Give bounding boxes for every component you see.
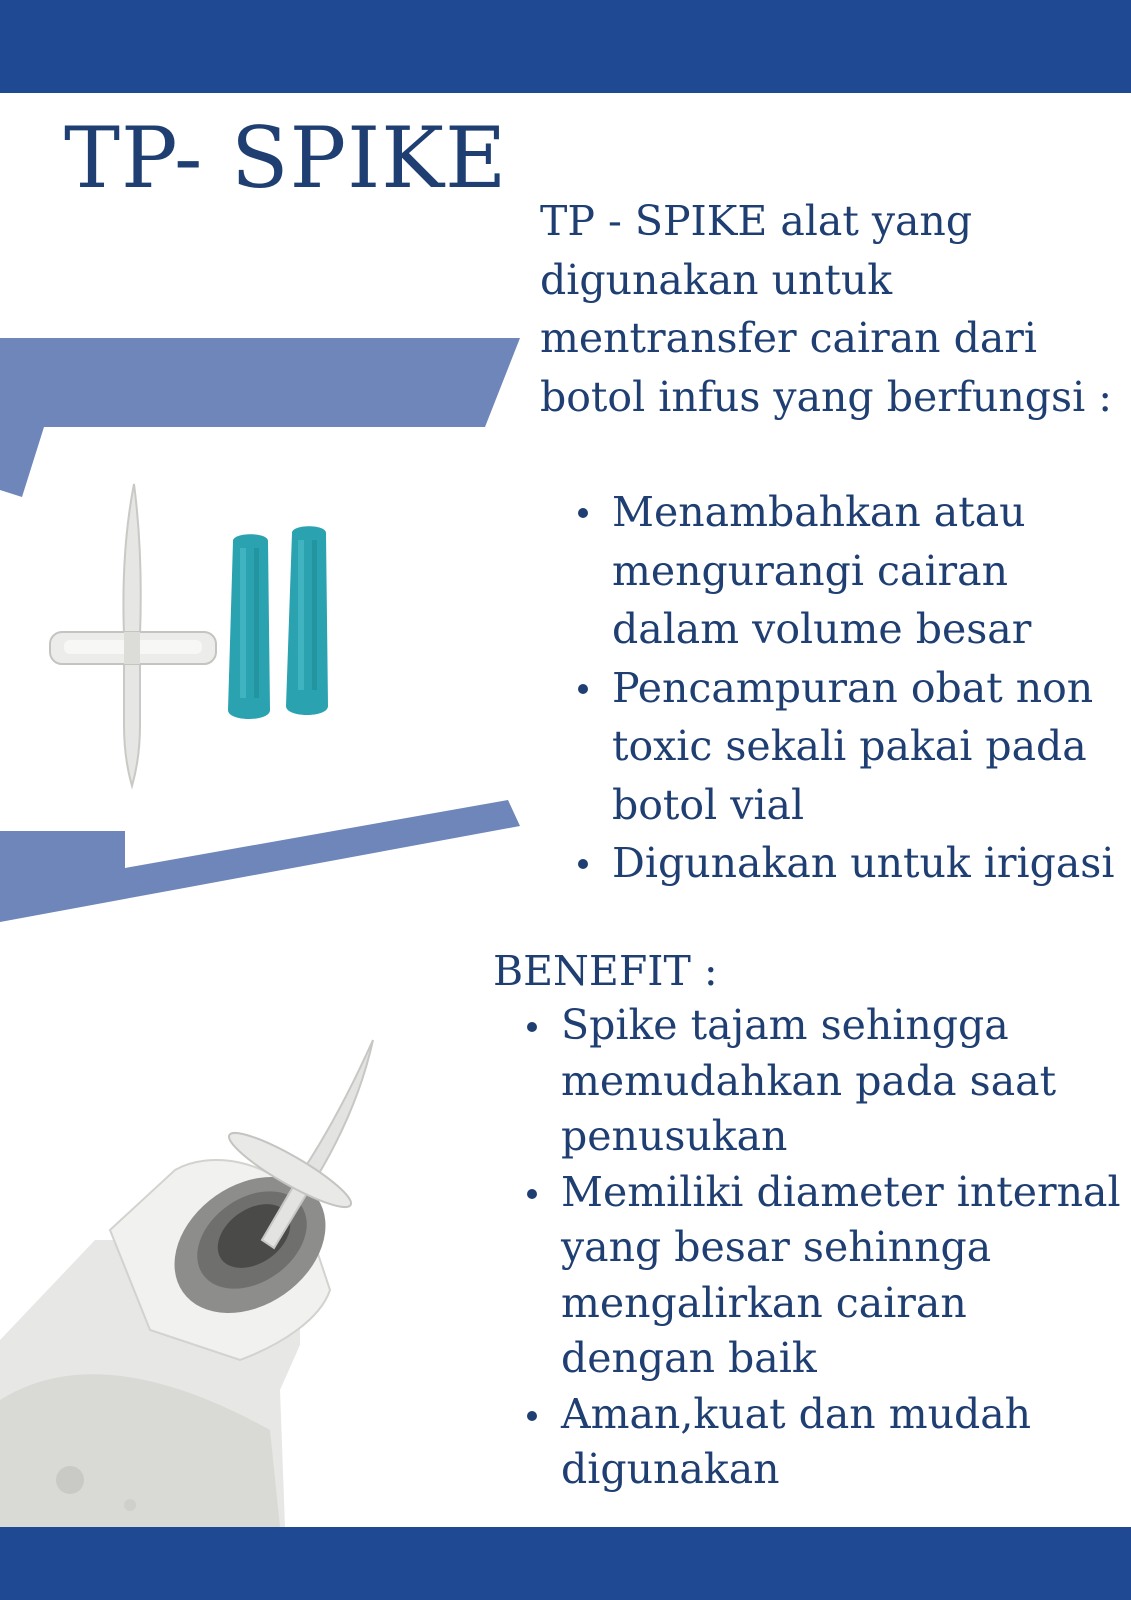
list-item: Pencampuran obat non toxic sekali pakai pada botol vial [612, 659, 1122, 835]
benefit-heading: BENEFIT : [493, 947, 718, 995]
page-title: TP- SPIKE [64, 109, 508, 207]
list-item: Memiliki diameter internal yang besar sehinnga mengalirkan cairan dengan baik [561, 1165, 1126, 1387]
function-list [612, 483, 1122, 893]
protective-caps [228, 526, 328, 719]
cap-right-shape [286, 526, 328, 715]
bottle-with-spike-photo [0, 1040, 373, 1527]
list-item: Digunakan untuk irigasi [612, 834, 1122, 893]
lower-accent-shape [0, 800, 520, 922]
spike-product-photo [50, 484, 216, 786]
cap-left-shape [228, 534, 270, 719]
list-item: Spike tajam sehingga memudahkan pada saat penusukan [561, 998, 1126, 1165]
description-text: TP - SPIKE alat yang digunakan untuk mentransfer cairan dari botol infus yang berfungsi : [540, 197, 1113, 421]
list-item: Aman,kuat dan mudah digunakan [561, 1387, 1126, 1498]
benefit-list [561, 998, 1126, 1498]
bottom-banner [0, 1527, 1131, 1600]
upper-accent-shape [0, 338, 520, 497]
list-item: Menambahkan atau mengurangi cairan dalam volume besar [612, 483, 1122, 659]
